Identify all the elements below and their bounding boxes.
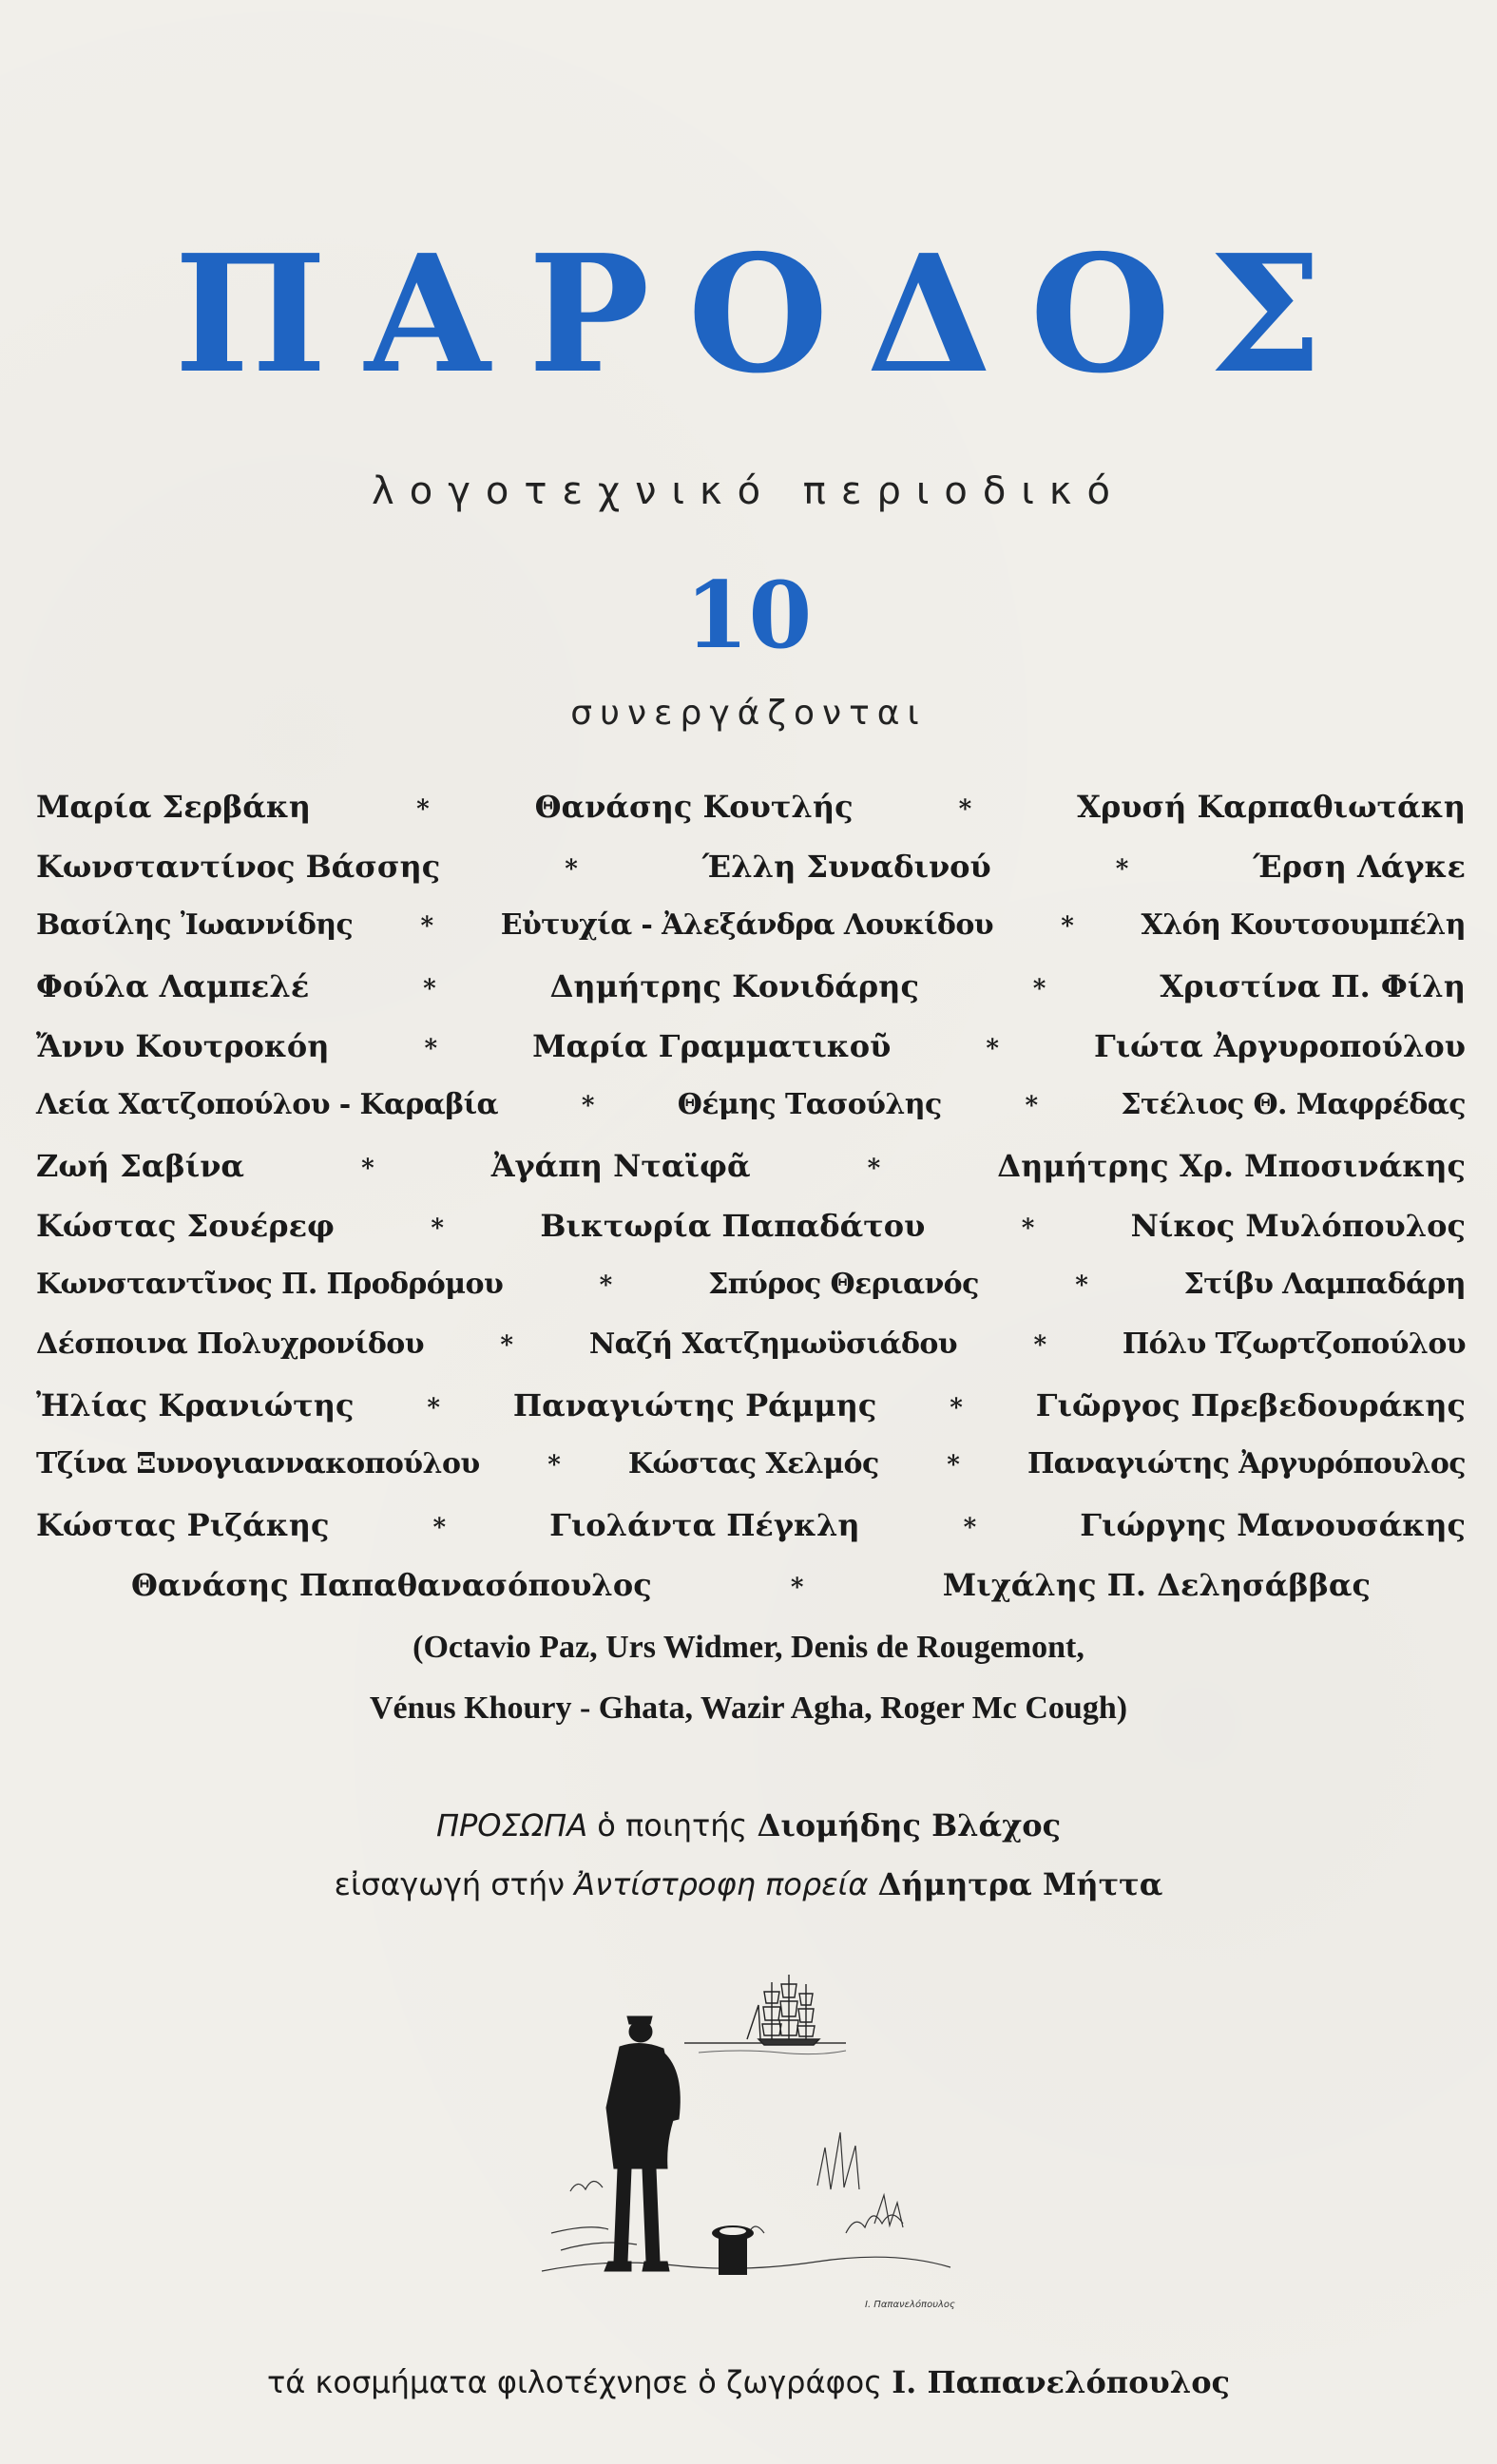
contributors-list [36,789,1466,1627]
contributor-name: Εὐτυχία - Ἀλεξάνδρα Λουκίδου [500,908,993,942]
separator-asterisk: * [1025,1092,1038,1120]
contributor-row [36,908,1466,968]
credits-text: τά κοσμήματα φιλοτέχνησε ὁ ζωγράφος [266,2364,883,2400]
separator-asterisk: * [431,1214,444,1243]
contributor-name: Έλλη Συναδινού [701,849,991,885]
contributor-row [36,1028,1466,1088]
contributor-name: Δέσποινα Πολυχρονίδου [36,1328,424,1361]
contributor-name: Γιῶργος Πρεβεδουράκης [1035,1387,1466,1423]
contributor-name: Κώστας Σουέρεφ [36,1208,335,1244]
contributor-row [36,849,1466,908]
contributor-name: Πόλυ Τζωρτζοπούλου [1122,1328,1466,1361]
contributor-name: Χριστίνα Π. Φίλη [1160,968,1466,1004]
feature-name: Διομήδης Βλάχος [757,1807,1062,1843]
contributor-name: Δημήτρης Κονιδάρης [549,968,919,1004]
contributor-name: Χλόη Κουτσουμπέλη [1141,908,1466,942]
contributor-row [36,1088,1466,1148]
separator-asterisk: * [963,1514,977,1542]
contributor-row [36,1268,1466,1328]
bollard [712,2225,754,2275]
separator-asterisk: * [581,1092,594,1120]
separator-asterisk: * [1115,855,1129,884]
contributor-name: Παναγιώτης Ράμμης [512,1387,877,1423]
separator-asterisk: * [420,912,433,941]
contributor-name: Ἀγάπη Νταϊφᾶ [490,1148,751,1184]
contributor-name: Φούλα Λαμπελέ [36,968,310,1004]
contributor-name: Ἠλίας Κρανιώτης [36,1387,355,1423]
illustration-credits [0,2364,1497,2400]
contributor-row [36,968,1466,1028]
contributor-name: Γιώτα Ἀργυροπούλου [1093,1028,1466,1064]
separator-asterisk: * [1021,1214,1035,1243]
feature-line-prosopa [0,1796,1497,1855]
separator-asterisk: * [500,1331,513,1360]
contributor-name: Μιχάλης Π. Δελησάββας [942,1567,1371,1603]
contributor-name: Νίκος Μυλόπουλος [1130,1208,1466,1244]
feature-name: Δήμητρα Μήττα [877,1866,1163,1902]
journal-title: ΠΑΡΟΔΟΣ [174,220,1361,410]
contributor-name: Δημήτρης Χρ. Μποσινάκης [997,1148,1466,1184]
contributor-name: Μαρία Γραμματικοῦ [532,1028,892,1064]
contributor-name: Κωνσταντῖνος Π. Προδρόμου [36,1268,504,1301]
contributor-name: Κώστας Ριζάκης [36,1507,330,1543]
separator-asterisk: * [790,1574,804,1602]
contributor-name: Σπύρος Θεριανός [708,1268,979,1301]
contributor-name: Στίβυ Λαμπαδάρη [1183,1268,1466,1301]
separator-asterisk: * [1033,1331,1046,1360]
separator-asterisk: * [423,975,436,1003]
separator-asterisk: * [547,1451,561,1480]
separator-asterisk: * [950,1394,963,1423]
separator-asterisk: * [599,1271,612,1300]
separator-asterisk: * [416,795,430,824]
contributor-name: Θανάσης Κουτλής [534,789,854,825]
contributor-row [36,1507,1466,1567]
feature-text: ὁ ποιητής [597,1807,748,1843]
contributor-name: Ναζή Χατζημωϋσιάδου [588,1328,957,1361]
separator-asterisk: * [427,1394,441,1423]
sailor-figure [605,2016,680,2271]
separator-asterisk: * [424,1035,438,1063]
journal-subtitle: λογοτεχνικό περιοδικό [372,469,1125,513]
contributor-name: Ἄννυ Κουτροκόη [36,1028,330,1064]
separator-asterisk: * [361,1155,374,1183]
features-section [0,1796,1497,1914]
contributor-row [36,1387,1466,1447]
feature-text: εἰσαγωγή στήν [334,1866,565,1902]
foreign-contributors [0,1617,1497,1739]
contributor-name: Γιολάντα Πέγκλη [549,1507,860,1543]
sailing-ship [747,1975,819,2045]
contributor-row [36,1148,1466,1208]
contributor-name: Ζωή Σαβίνα [36,1148,245,1184]
contributor-name: Μαρία Σερβάκη [36,789,312,825]
contributor-name: Βικτωρία Παπαδάτου [540,1208,926,1244]
contributor-name: Στέλιος Θ. Μαφρέδας [1121,1088,1466,1121]
contributor-row [36,1328,1466,1387]
feature-line-introduction [0,1855,1497,1914]
section-label: ΠΡΟΣΩΠΑ [435,1807,588,1843]
issue-number: 10 [684,562,813,669]
contributor-name: Θανάσης Παπαθανασόπουλος [131,1567,652,1603]
credits-artist: Ι. Παπανελόπουλος [892,2364,1231,2400]
separator-asterisk: * [432,1514,447,1542]
foreign-contributors-line: (Octavio Paz, Urs Widmer, Denis de Rougemont, [413,1630,1084,1665]
separator-asterisk: * [1075,1271,1088,1300]
separator-asterisk: * [947,1451,960,1480]
contributor-name: Κώστας Χελμός [627,1447,879,1480]
contributor-name: Κωνσταντίνος Βάσσης [36,849,441,885]
work-title: Ἀντίστροφη πορεία [574,1866,869,1902]
foreign-contributors-line: Vénus Khoury - Ghata, Wazir Agha, Roger Mc Cough) [369,1690,1128,1726]
separator-asterisk: * [1061,912,1074,941]
sailor-illustration [532,1948,988,2328]
separator-asterisk: * [867,1155,881,1183]
contributor-row [36,1208,1466,1268]
contributor-name: Τζίνα Ξυνογιαννακοπούλου [36,1447,480,1480]
contributor-name: Θέμης Τασούλης [677,1088,942,1121]
separator-asterisk: * [958,795,972,824]
artist-signature: Ι. Παπανελόπουλος [865,2300,955,2310]
contributor-row [36,789,1466,849]
contributor-row [36,1447,1466,1507]
contributor-name: Χρυσή Καρπαθιωτάκη [1077,789,1466,825]
separator-asterisk: * [986,1035,999,1063]
separator-asterisk: * [1032,975,1046,1003]
contributor-name: Λεία Χατζοπούλου - Καραβία [36,1088,498,1121]
collaborators-heading: συνεργάζονται [570,694,927,733]
contributor-name: Γιώργης Μανουσάκης [1080,1507,1466,1543]
contributor-name: Παναγιώτης Ἀργυρόπουλος [1027,1447,1466,1480]
contributor-name: Βασίλης Ἰωαννίδης [36,908,354,942]
contributor-name: Έρση Λάγκε [1253,849,1466,885]
separator-asterisk: * [565,855,578,884]
